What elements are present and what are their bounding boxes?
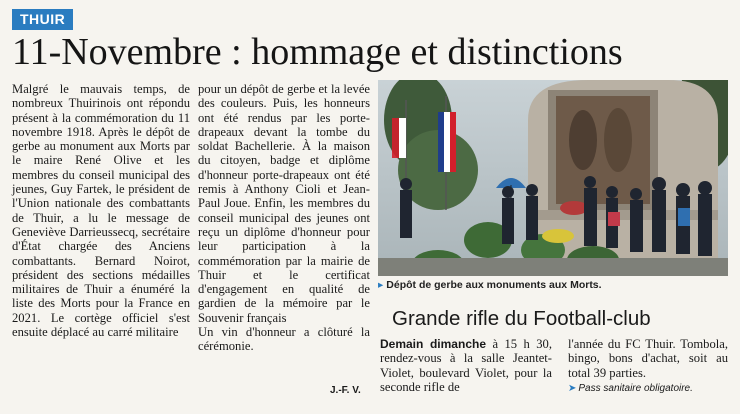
brief-column-1-body: à 15 h 30, rendez-vous à la salle Jeantet-Violet, boulevard Violet, pour la seconde rifle de xyxy=(380,337,552,394)
brief-column-1-text xyxy=(380,337,552,394)
photo-caption-text: Dépôt de gerbe aux monuments aux Morts. xyxy=(386,279,602,291)
article-column-1 xyxy=(12,82,190,339)
article-column-2 xyxy=(198,82,370,354)
brief-column-2 xyxy=(568,337,728,396)
sanitary-pass-note-text: Pass sanitaire obligatoire. xyxy=(578,382,693,394)
sanitary-pass-note xyxy=(568,382,728,396)
brief-column-1 xyxy=(380,337,552,394)
note-arrow-icon: ➤ xyxy=(568,382,577,394)
article-column-2-end: Un vin d'honneur a clôturé la cérémonie. xyxy=(198,325,370,354)
caption-arrow-icon: ▸ xyxy=(378,279,384,291)
author-signature: J.-F. V. xyxy=(330,385,361,396)
section-tag: THUIR xyxy=(12,9,73,30)
brief-lead: Demain dimanche xyxy=(380,337,486,351)
ceremony-photo xyxy=(378,80,728,276)
photo-caption xyxy=(378,279,728,291)
headline: 11-Novembre : hommage et distinctions xyxy=(12,31,623,73)
ceremony-photo-illustration xyxy=(378,80,728,276)
brief-column-2-text: l'année du FC Thuir. Tombola, bingo, bons d'achat, soit au total 39 parties. xyxy=(568,337,728,380)
article-column-2-text: pour un dépôt de gerbe et la levée des couleurs. Puis, les honneurs ont été rendus par les porte-drapeaux devant la tombe du soldat Bachellerie. À la maison du citoyen, badge et diplôme d'honneur porte-drapeaux ont été remis à Anthony Cioli et Jean-Paul Joue. Enfin, les membres du conseil municipal des jeunes ont reçu un diplôme d'honneur pour leur participation à la commémoration par la mairie de Thuir et le certificat d'engagement en qualité de gardien de la mémoire par le Souvenir français xyxy=(198,82,370,325)
article-column-1-text: Malgré le mauvais temps, de nombreux Thuirinois ont répondu présent à la commémoration du 11 novembre 1918. Après le dépôt de gerbe au monument aux Morts par le maire René Olive et les membres du conseil municipal des jeunes, Guy Fartek, le président de l'Union nationale des combattants de Thuir, a lu le message de Geneviève Darrieussecq, secrétaire d'État chargée des Anciens combattants. Bernard Noirot, président des sections médailles militaires de Thuir a énuméré la liste des Morts pour la France en 2021. Le cortège officiel s'est ensuite déplacé au carré militaire xyxy=(12,82,190,340)
brief-headline: Grande rifle du Football-club xyxy=(392,307,651,330)
